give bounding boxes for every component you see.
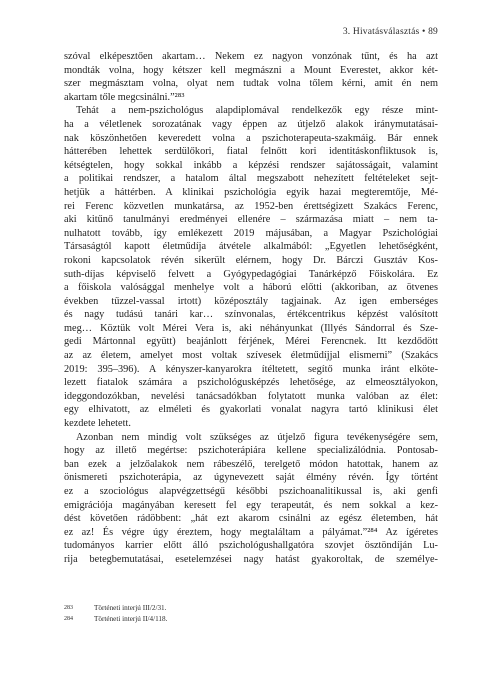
text-line: emigrációja magányában keresett fel egy terapeutát, és nem sokkal a kez- bbox=[64, 499, 438, 511]
text-line: meg… Köztük volt Mérei Vera is, aki néhányunkat (Illyés Sándorral és Sze- bbox=[64, 322, 438, 334]
text-line: egy elhivatott, az elméleti és gyakorlati vonalat nagyra tartó klinikusi élet bbox=[64, 404, 438, 416]
text-line: a politikai rendszer, a hatalom által megszabott nehezített feltételeket sejt- bbox=[64, 173, 438, 185]
text-line: ideggondozókban, nevelési tanácsadókban folytatott munka valóban az élet: bbox=[64, 390, 438, 402]
text-line: szóval elképesztően akartam… Nekem ez nagyon vonzónak tűnt, és ha azt bbox=[64, 51, 438, 62]
footnote bbox=[64, 603, 438, 614]
text-line: években tűzzel-vassal irtott) középosztály tagjainak. Az igen emberséges bbox=[64, 295, 438, 307]
text-line: és nagy tudású tanári kar… színvonalas, értékcentrikus képzést valósított bbox=[64, 309, 438, 321]
text-line: kétségtelen, hogy sokkal inkább a képzési rendszer sajátosságait, valamint bbox=[64, 159, 438, 171]
text-line: hogy az illető megértse: pszichoterápiára kellene specializálódnia. Pontosab- bbox=[64, 445, 438, 457]
footnote-number: 284 bbox=[64, 616, 73, 622]
text-line: tudományos karrier előtt álló pszichológushallgatóra szovjet ösztöndíján Lu- bbox=[64, 540, 438, 552]
text-line: lezett fiatalok számára a pszichológusképzés lehetősége, az elmeosztályokon, bbox=[64, 377, 438, 389]
text-line: kezdete lehetett. bbox=[64, 418, 131, 430]
text-line: rokoni kapcsolatok révén sikerült elérnem, hogy Dr. Bárczi Gusztáv Kos- bbox=[64, 254, 438, 266]
text-line: Társaságtól kapott életműdíja átvétele alkalmából: „Egyetlen lehetőségként, bbox=[64, 241, 438, 253]
footnote-text: Történeti interjú II/4/118. bbox=[94, 615, 168, 623]
footnote bbox=[64, 614, 438, 625]
text-line: hetjük a háttérben. A klinikai pszichológia egyik hazai megteremtője, Mé- bbox=[64, 186, 438, 198]
footnotes bbox=[64, 603, 438, 625]
text-line: ez a szociológus alapvégzettségű későbbi pszichoanalitikussal is, aki genfi bbox=[64, 486, 438, 497]
text-line: ha a véletlenek sorozatának vagy éppen az útjelző alakok iránymutatásai- bbox=[64, 118, 438, 130]
footnote-text: Történeti interjú III/2/31. bbox=[94, 604, 167, 612]
text-line: ez az! És végre úgy éreztem, hogy megtaláltam a pályámat.”²⁸⁴ Az ígéretes bbox=[64, 526, 438, 538]
text-line: a főiskola valósággal menhelye volt a háború előtti (akkoriban, az ötvenes bbox=[64, 282, 438, 294]
text-line: suth-díjas képviselő felvett a Gyógypedagógiai Tanárképző Főiskolára. Ez bbox=[64, 268, 438, 280]
text-line: nulhatott tovább, így emlékezett 2019 májusában, a Magyar Pszichológiai bbox=[64, 227, 438, 239]
text-line: nak köszönhetően keveredett volna a pszichoterapeuta-szakmáig. Bár ennek bbox=[64, 132, 438, 144]
text-line: mondták volna, hogy kétszer kell megmászni a Mount Everestet, akkor két- bbox=[64, 64, 438, 76]
text-line: hátterében lehettek serdülőkori, fiatal felnőtt kori identitáskonfliktusok is, bbox=[64, 146, 438, 158]
text-line: ban ezek a jelzőalakok nem rábeszélő, terelgető módon hatottak, hanem az bbox=[64, 458, 438, 470]
text-line: aki kitűnő tanulmányi eredményei ellenére – származása miatt – nem ta- bbox=[64, 214, 438, 226]
text-line: szer megmásztam volna, olyat nem tudtak volna tőlem kérni, amit én nem bbox=[64, 78, 438, 90]
text-line: akartam tőle megcsinálni.”²⁸³ bbox=[64, 91, 185, 103]
body-text bbox=[64, 50, 438, 567]
text-line: dést követően rádöbbent: „hát ezt akarom csinálni az egész életemben, hát bbox=[64, 513, 438, 525]
text-line: az az életem, amelyet most voltak szívesek életműdíjjal elismerni” (Szakács bbox=[64, 350, 438, 362]
text-line: Azonban nem mindig volt szükséges az útjelző figura tevékenységére sem, bbox=[76, 431, 438, 443]
text-line: 2019: 395–396). A kényszer-kanyarokra ítéltetett, segítő munka iránt elköte- bbox=[64, 363, 438, 375]
running-header: 3. Hivatásválasztás • 89 bbox=[342, 27, 438, 37]
text-line: rei Ferenc közvetlen munkatársa, az 1952-ben érettségizett Szakács Ferenc, bbox=[64, 200, 438, 212]
text-line: gedi Mártonnal együtt) beajánlott férjének, Mérei Ferencnek. Itt kezdődött bbox=[64, 336, 438, 348]
text-line: önismereti pszichoterápia, az úgynevezett saját élmény révén. Így történt bbox=[64, 472, 438, 484]
text-line: rija betegbemutatásai, esetelemzései nagy hatást gyakoroltak, de személye- bbox=[64, 553, 438, 565]
footnote-number: 283 bbox=[64, 605, 73, 611]
text-line: Tehát a nem-pszichológus alapdiplomával rendelkezők egy része mint- bbox=[76, 105, 438, 117]
